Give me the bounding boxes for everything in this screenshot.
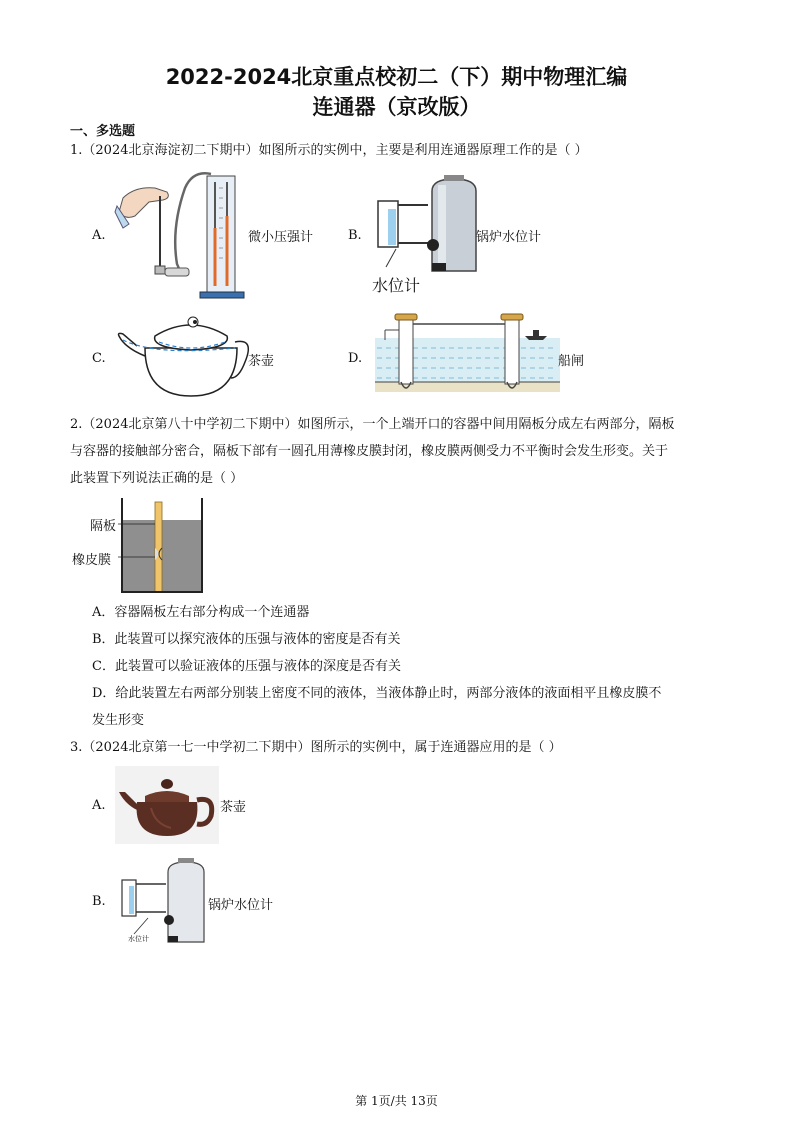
- q3-stem: 3.（2024北京第一七一中学初二下期中）图所示的实例中，属于连通器应用的是（ ）: [70, 740, 562, 755]
- q1-option-d-letter: D.: [348, 351, 363, 366]
- teapot-figure: [115, 308, 250, 400]
- boiler-water-gauge-figure: [370, 175, 480, 280]
- q1-option-c-letter: C.: [92, 351, 106, 366]
- fig-label-partition: 隔板: [90, 519, 117, 534]
- q1-option-c-caption: 茶壶: [248, 354, 275, 369]
- q3-option-b-letter: B.: [92, 894, 106, 909]
- q2-option-c: C．此装置可以验证液体的压强与液体的深度是否有关: [92, 659, 401, 674]
- q1-option-b-letter: B.: [348, 228, 362, 243]
- q3-option-b-sublabel: 水位计: [128, 935, 149, 943]
- page-footer: 第 1页/共 13页: [355, 1094, 438, 1108]
- q1-option-b-caption: 锅炉水位计: [476, 230, 542, 245]
- q3-option-a-caption: 茶壶: [220, 800, 247, 815]
- q3-option-a-letter: A.: [92, 798, 106, 813]
- page-subtitle: 连通器（京改版）: [312, 95, 481, 119]
- q1-option-a-caption: 微小压强计: [248, 230, 314, 245]
- q1-stem: 1.（2024北京海淀初二下期中）如图所示的实例中，主要是利用连通器原理工作的是（ ）: [70, 143, 588, 158]
- q2-option-a: A．容器隔板左右部分构成一个连通器: [92, 605, 310, 620]
- label-leader-lines: [118, 520, 158, 560]
- section-heading: 一、多选题: [70, 124, 136, 139]
- q1-option-d-caption: 船闸: [558, 354, 585, 369]
- q2-stem-line2: 与容器的接触部分密合，隔板下部有一圆孔用薄橡皮膜封闭，橡皮膜两侧受力不平衡时会发生形变。关于: [70, 444, 669, 459]
- page-title: 2022-2024北京重点校初二（下）期中物理汇编: [165, 65, 628, 89]
- q1-option-a-letter: A.: [92, 228, 106, 243]
- q3-option-b-caption: 锅炉水位计: [208, 898, 274, 913]
- ship-lock-figure: [375, 310, 560, 398]
- q2-option-d-cont: 发生形变: [92, 713, 145, 728]
- q2-stem-line1: 2.（2024北京第八十中学初二下期中）如图所示，一个上端开口的容器中间用隔板分成左右两部分，隔板: [70, 417, 675, 432]
- q2-option-d: D．给此装置左右两部分别装上密度不同的液体，当液体静止时，两部分液体的液面相平且橡皮膜不: [92, 686, 662, 701]
- clay-teapot-photo: [115, 766, 219, 844]
- q2-option-b: B．此装置可以探究液体的压强与液体的密度是否有关: [92, 632, 401, 647]
- q1-option-b-sublabel: 水位计: [372, 276, 421, 295]
- q2-stem-line3: 此装置下列说法正确的是（ ）: [70, 471, 244, 486]
- pressure-gauge-figure: [115, 168, 245, 300]
- fig-label-membrane: 橡皮膜: [72, 553, 112, 568]
